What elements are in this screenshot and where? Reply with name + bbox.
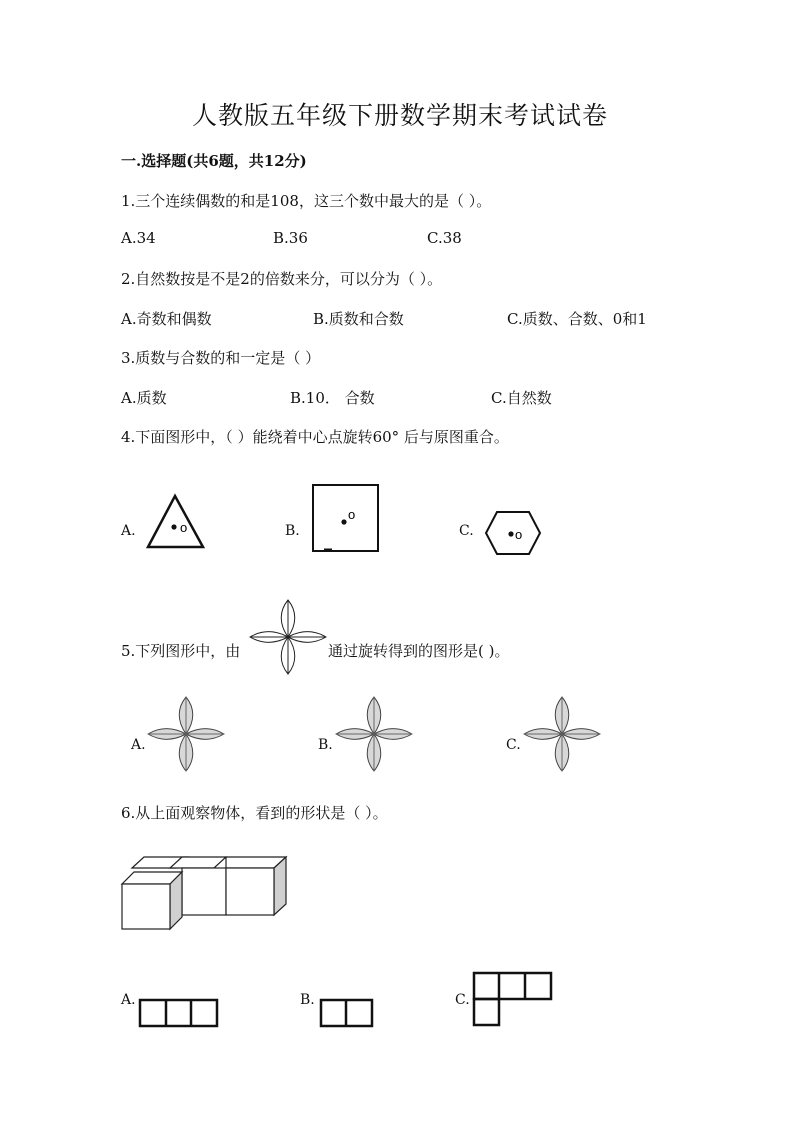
flower-reference <box>248 599 328 677</box>
q3-option-c: C.自然数 <box>491 389 552 407</box>
q4-option-c: C. <box>459 523 474 539</box>
question-5-start: 5.下列图形中，由 <box>121 642 241 660</box>
flower-option-b <box>334 696 414 774</box>
q5-option-a: A. <box>131 737 146 753</box>
triangle-mark: o <box>180 520 188 535</box>
page-title: 人教版五年级下册数学期末考试试卷 <box>191 101 608 130</box>
q6-option-c: C. <box>455 992 470 1008</box>
two-squares-figure <box>320 999 374 1027</box>
q4-option-b: B. <box>285 523 300 539</box>
hexagon-figure <box>484 510 542 556</box>
q2-option-c: C.质数、合数、0和1 <box>507 310 647 328</box>
l-shape-squares-figure <box>473 972 555 1028</box>
section-heading: 一.选择题(共6题，共12分) <box>121 152 307 170</box>
question-6: 6.从上面观察物体，看到的形状是（ ）。 <box>121 804 388 822</box>
q1-option-b: B.36 <box>273 229 308 247</box>
q4-option-a: A. <box>121 523 136 539</box>
cube-stack-figure <box>120 854 290 932</box>
q2-option-b: B.质数和合数 <box>313 310 404 328</box>
question-5-end: 通过旋转得到的图形是( )。 <box>328 642 510 660</box>
q2-option-a: A.奇数和偶数 <box>121 310 212 328</box>
triangle-figure <box>146 494 206 550</box>
q3-option-a: A.质数 <box>121 389 167 407</box>
question-4: 4.下面图形中，（ ）能绕着中心点旋转60° 后与原图重合。 <box>121 428 509 446</box>
three-squares-figure <box>139 999 219 1027</box>
flower-option-c <box>522 696 602 774</box>
question-3: 3.质数与合数的和一定是（ ） <box>121 349 321 367</box>
hexagon-mark: o <box>515 527 523 542</box>
q5-option-c: C. <box>506 737 521 753</box>
q3-option-b: B.10． 合数 <box>290 389 375 407</box>
flower-option-a <box>146 696 226 774</box>
q1-option-c: C.38 <box>427 229 462 247</box>
square-mark: o <box>348 507 356 522</box>
question-1: 1.三个连续偶数的和是108，这三个数中最大的是（ ）。 <box>121 192 492 210</box>
q6-option-a: A. <box>121 992 136 1008</box>
q6-option-b: B. <box>300 992 315 1008</box>
q5-option-b: B. <box>318 737 333 753</box>
question-2: 2.自然数按是不是2的倍数来分，可以分为（ ）。 <box>121 270 443 288</box>
q1-option-a: A.34 <box>121 229 156 247</box>
square-figure <box>312 484 380 554</box>
